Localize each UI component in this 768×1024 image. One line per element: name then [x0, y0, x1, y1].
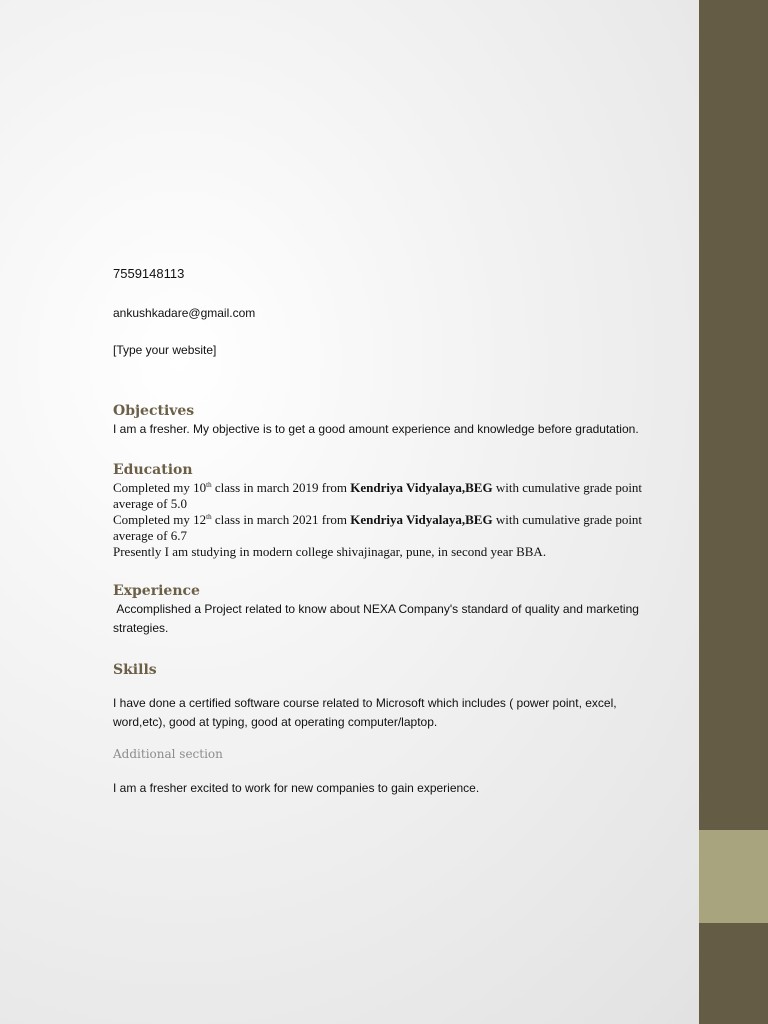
education-heading: Education	[113, 462, 193, 478]
additional-section-heading: Additional section	[113, 747, 223, 761]
experience-heading: Experience	[113, 583, 200, 599]
education-line-1-sup: th	[206, 481, 212, 489]
education-line-2-sup: th	[206, 513, 212, 521]
education-line-2-pre: Completed my 12	[113, 512, 207, 527]
education-line-1	[113, 480, 683, 512]
education-line-2-post: with cumulative grade point average of 6.7	[113, 512, 643, 543]
website-placeholder: [Type your website]	[113, 343, 217, 357]
education-line-2	[113, 512, 683, 544]
email-address: ankushkadare@gmail.com	[113, 306, 256, 320]
education-line-1-mid: class in march 2019 from	[211, 480, 351, 495]
education-line-2-mid: class in march 2021 from	[211, 512, 351, 527]
education-line-1-pre: Completed my 10	[113, 480, 207, 495]
education-line-1-post: with cumulative grade point average of 5.0	[113, 480, 643, 511]
additional-text: I am a fresher excited to work for new companies to gain experience.	[113, 781, 480, 795]
objectives-heading: Objectives	[113, 403, 195, 419]
sidebar-accent-block	[699, 830, 768, 923]
phone-number: 7559148113	[113, 266, 185, 281]
skills-text: I have done a certified software course related to Microsoft which includes ( power point, excel, word,etc), good at typing, good at operating computer/laptop.	[113, 696, 617, 729]
experience-text: Accomplished a Project related to know about NEXA Company's standard of quality and marketing strategies.	[113, 602, 643, 635]
education-line-3: Presently I am studying in modern college shivajinagar, pune, in second year BBA.	[113, 544, 547, 559]
skills-heading: Skills	[113, 662, 157, 678]
education-line-2-school: Kendriya Vidyalaya,BEG	[350, 512, 493, 527]
objectives-text: I am a fresher. My objective is to get a good amount experience and knowledge before gradutation.	[113, 422, 639, 436]
education-line-1-school: Kendriya Vidyalaya,BEG	[350, 480, 493, 495]
